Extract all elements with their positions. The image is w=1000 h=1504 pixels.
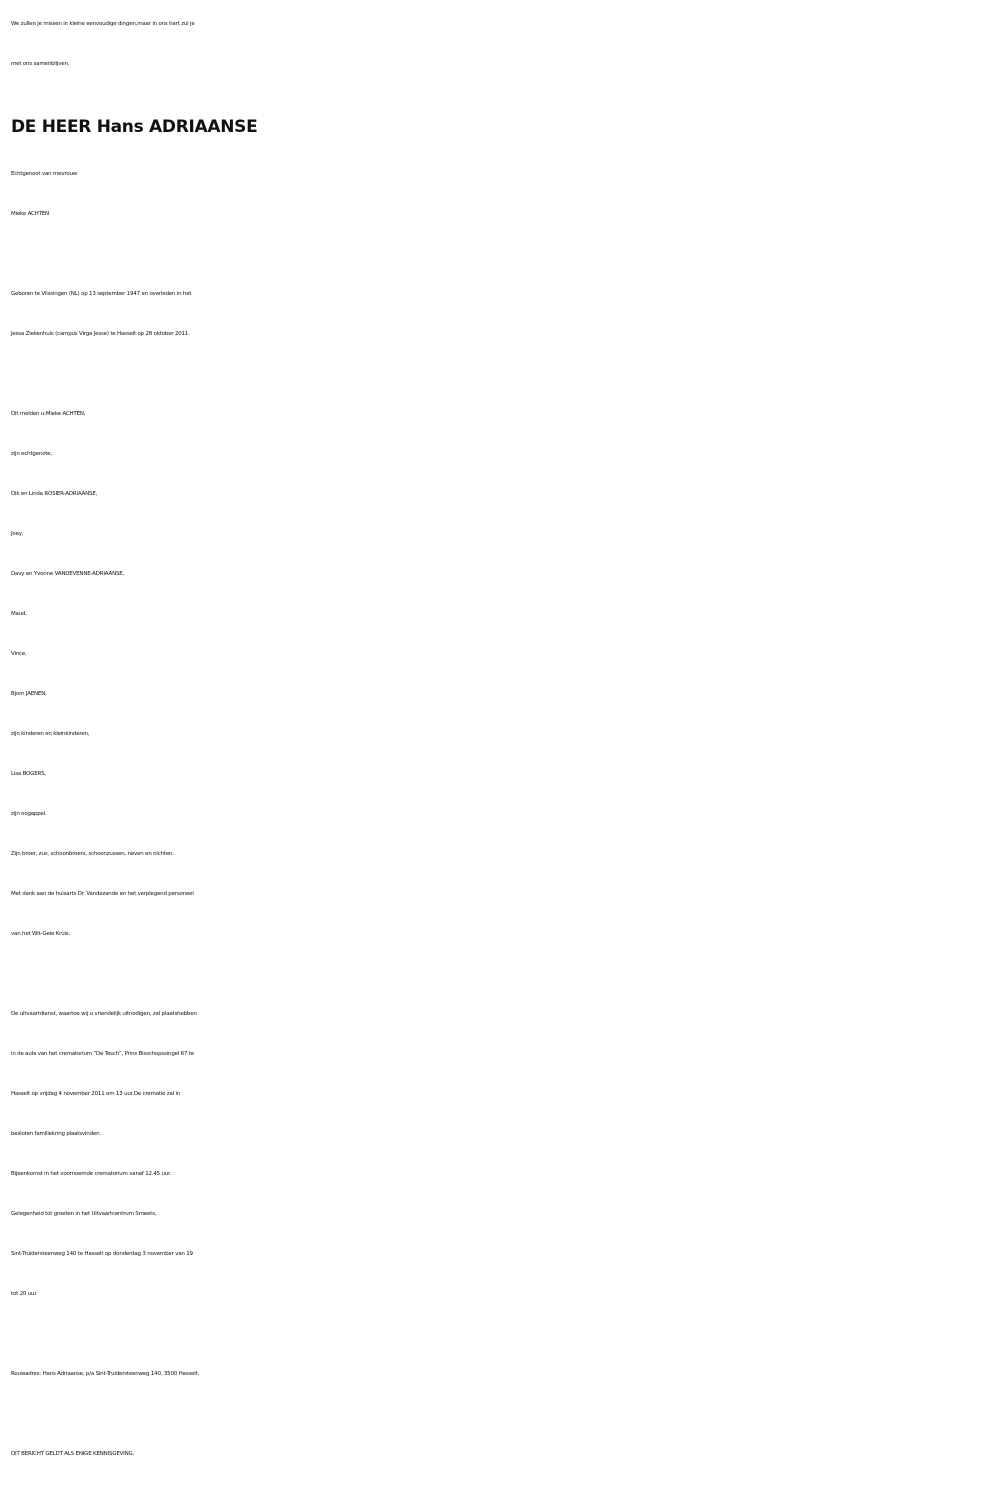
service-line: Gelegenheid tot groeten in het Uitvaartcentrum Smeets,	[11, 1211, 157, 1217]
birth-death-line: Geboren te Vlissingen (NL) op 13 september 1947 en overleden in het	[11, 291, 192, 297]
motto-line: met ons samenblijven.	[11, 61, 70, 67]
notice-statement: DIT BERICHT GELDT ALS ENIGE KENNISGEVING.	[11, 1451, 135, 1457]
family-line: Vince,	[11, 651, 27, 657]
spacer	[11, 1394, 993, 1434]
family-line: Zijn broer, zus, schoonbroers, schoonzussen, neven en nichten.	[11, 851, 174, 857]
mourning-address: Rouwadres: Hans Adriaanse, p/a Sint-Truidersteenweg 140, 3500 Hasselt.	[11, 1371, 200, 1377]
service-line: Sint-Truidersteenweg 140 te Hasselt op donderdag 3 november van 19	[11, 1251, 193, 1257]
family-line: Dik en Linda ROSIER-ADRIAANSE,	[11, 491, 98, 497]
obituary-notice	[11, 4, 993, 1474]
spouse-line: Mieke ACHTEN	[11, 211, 49, 217]
spouse-section	[11, 154, 993, 234]
motto-line: We zullen je missen in kleine eenvoudige dingen,maar in ons hart zul je	[11, 21, 195, 27]
family-line: Bjorn JAENEN,	[11, 691, 47, 697]
spacer	[11, 354, 993, 394]
family-line: zijn echtgenote,	[11, 451, 53, 457]
spacer	[11, 954, 993, 994]
family-line: Joey,	[11, 531, 24, 537]
spacer	[11, 234, 993, 274]
service-line: Bijeenkomst in het voornoemde crematorium vanaf 12.45 uur.	[11, 1171, 172, 1177]
birth-death-section	[11, 274, 993, 354]
service-line: in de aula van het crematorium “De Tesch”, Prins Bisschopssingel 67 te	[11, 1051, 194, 1057]
service-line: De uitvaartdienst, waartoe wij u vriendelijk uitnodigen, zal plaatshebben	[11, 1011, 197, 1017]
family-line: zijn kinderen en kleinkinderen,	[11, 731, 90, 737]
family-line: Dit melden u:Mieke ACHTEN,	[11, 411, 86, 417]
family-section	[11, 394, 993, 954]
service-line: tot 20 uur.	[11, 1291, 38, 1297]
motto	[11, 4, 993, 84]
deceased-name: DE HEER Hans ADRIAANSE	[11, 117, 258, 137]
family-line: Met dank aan de huisarts Dr. Vandezande en het verplegend personeel	[11, 891, 194, 897]
family-line: zijn oogappel.	[11, 811, 47, 817]
spouse-line: Echtgenoot van mevrouw	[11, 171, 78, 177]
service-section	[11, 994, 993, 1314]
family-line: van het Wit-Gele Kruis.	[11, 931, 71, 937]
family-line: Lisa BOGERS,	[11, 771, 46, 777]
family-line: Davy en Yvonne VANDEVENNE-ADRIAANSE,	[11, 571, 125, 577]
family-line: Maud,	[11, 611, 27, 617]
birth-death-line: Jessa Ziekenhuis (campus Virga Jesse) te Hasselt op 28 oktober 2011.	[11, 331, 190, 337]
spacer	[11, 1314, 993, 1354]
service-line: besloten familiekring plaatsvinden.	[11, 1131, 101, 1137]
service-line: Hasselt op vrijdag 4 november 2011 om 13 uur.De crematie zal in	[11, 1091, 181, 1097]
